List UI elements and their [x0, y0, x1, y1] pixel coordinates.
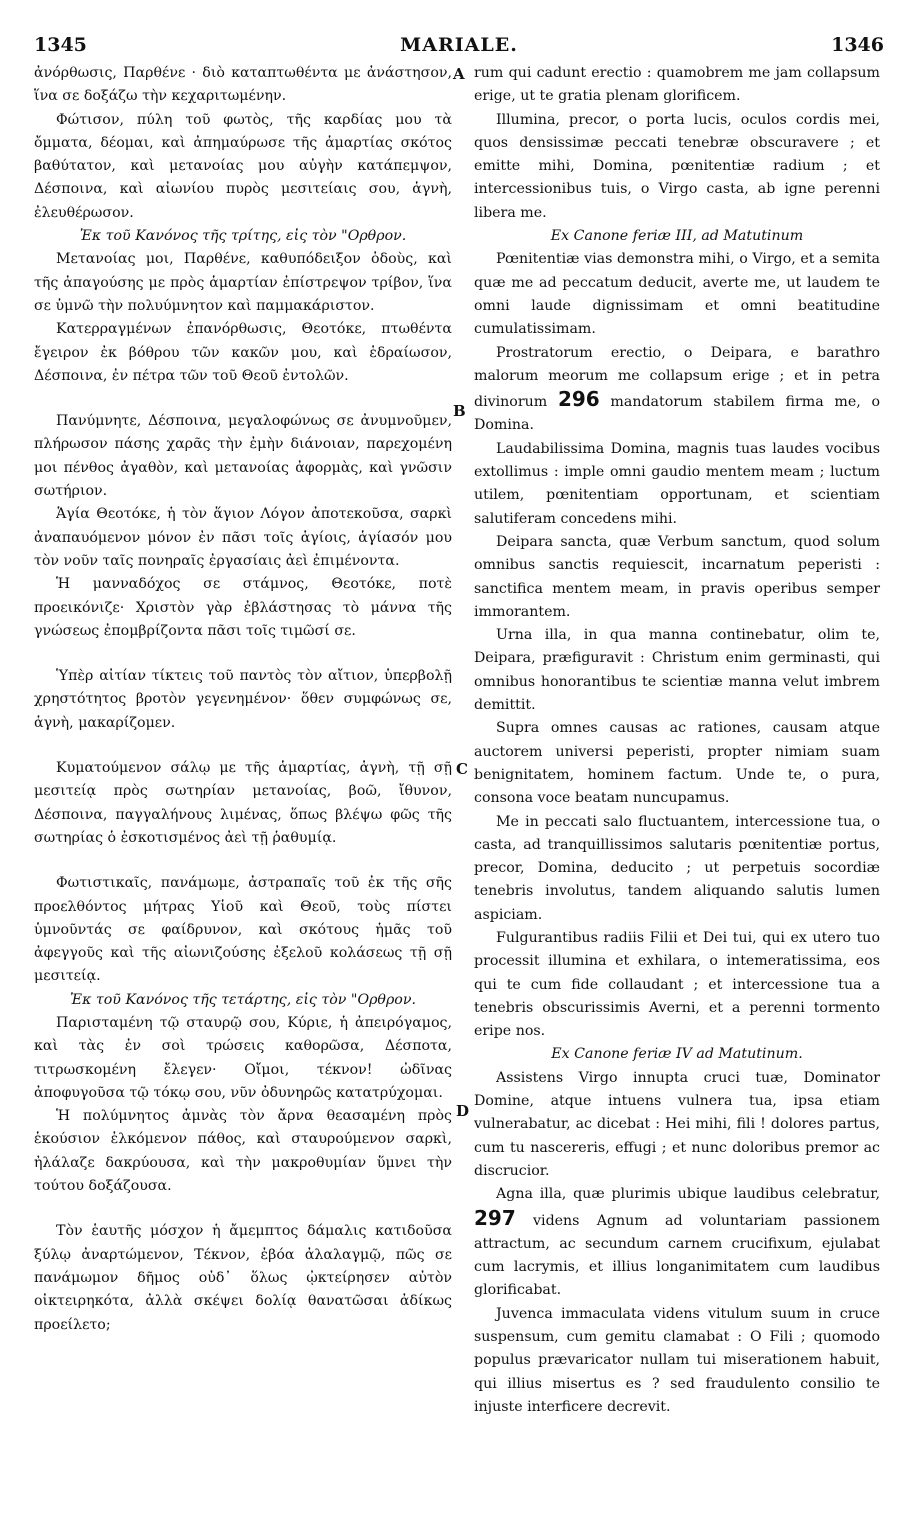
greek-paragraph: Πανύμνητε, Δέσποινα, μεγαλοφώνως σε ἀνυμνοῦμεν, πλήρωσον πάσης χαρᾶς τὴν ἐμὴν διάνοιαν, παρεχομένη μοι πένθος ἀγαθὸν, καὶ μετανοίας ἀφορμὰς, καὶ γνῶσιν σωτήριον. — [34, 413, 452, 500]
greek-section-heading: Ἐκ τοῦ Κανόνος τῆς τρίτης, εἰς τὸν "Ορθρον. — [79, 228, 407, 245]
latin-paragraph: Supra omnes causas ac rationes, causam atque auctorem universi peperisti, propter nimiam suam benignitatem, hominem factum. Unde te, o pura, consona voce beatam nuncupamus. — [474, 720, 880, 807]
running-title: MARIALE. — [400, 34, 518, 56]
latin-section-heading: Ex Canone feriæ III, ad Matutinum — [550, 228, 804, 245]
column-marker-c: C — [456, 760, 468, 778]
greek-paragraph: Φώτισον, πύλη τοῦ φωτὸς, τῆς καρδίας μου τὰ ὄμματα, δέομαι, καὶ ἀπημαύρωσε τῆς ἁμαρτίας σκότος βαθύτατον, καὶ μετανοίας μου αὐγὴν κατάπεμψον, Δέσποινα, καὶ αἰωνίου πυρὸς μεσιτείαις σου, ἁγνὴ, ἐλευθέρωσον. — [34, 111, 452, 221]
greek-paragraph: ἀνόρθωσις, Παρθένε · διὸ καταπτωθέντα με ἀνάστησον, ἵνα σε δοξάζω τὴν κεχαριτωμένην. — [34, 65, 452, 105]
greek-paragraph: Ὑπὲρ αἰτίαν τίκτεις τοῦ παντὸς τὸν αἴτιον, ὑπερβολῇ χρηστότητος βροτὸν γεγενημένον· ὅθεν συμφώνως σε, ἁγνὴ, μακαρίζομεν. — [34, 668, 452, 731]
greek-paragraph: Μετανοίας μοι, Παρθένε, καθυπόδειξον ὁδοὺς, καὶ τῆς ἀπαγούσης με πρὸς ἁμαρτίαν ἐπίστρεψον τρίβον, ἵνα σε ὑμνῶ τὴν πολυύμνητον καὶ παμμακάριστον. — [34, 251, 452, 314]
latin-paragraph: Assistens Virgo innupta cruci tuæ, Dominator Domine, atque intuens vulnera tua, ipsa etiam vulnerabatur, ac dicebat : Hei mihi, fili ! dolores partus, cum tu nascereris, effugi ; et nunc doloribus premor ac discrucior. — [474, 1069, 880, 1179]
greek-paragraph: Παρισταμένη τῷ σταυρῷ σου, Κύριε, ἡ ἀπειρόγαμος, καὶ τὰς ἐν σοὶ τρώσεις καθορῶσα, Δέσποτα, τιτρωσκομένη ἔλεγεν· Οἴμοι, τέκνον! ὠδῖνας ἀποφυγοῦσα τῷ τόκῳ σου, νῦν ὀδυνηρῶς κατατρύχομαι. — [34, 1014, 452, 1101]
latin-paragraph: Me in peccati salo fluctuantem, intercessione tua, o casta, ad tranquillissimos salutaris pœnitentiæ portus, precor, Domina, deducito ; ut perpetuis socordiæ tenebris involutus, tandem aliquando salutis lumen aspiciam. — [474, 813, 880, 923]
page-reference-number: 297 — [474, 1205, 516, 1230]
latin-text: mandatorum stabilem firma me, o Domina. — [474, 394, 880, 434]
latin-paragraph: Juvenca immaculata videns vitulum suum in cruce suspensum, cum gemitu clamabat : O Fili ; quomodo populus prævaricator nullam tui miserationem habuit, qui illius misertus es ? sed fraudulento consilio te injuste interficere decrevit. — [474, 1305, 880, 1415]
column-marker-b: B — [453, 402, 466, 420]
latin-text: Prostratorum erectio, o Deipara, e barathro malorum meorum me collapsum erige ; et in petra divinorum — [474, 344, 880, 411]
latin-paragraph: Deipara sancta, quæ Verbum sanctum, quod solum omnibus sanctis requiescit, incarnatum peperisti : sanctifica mentem meam, in pravis operibus semper immorantem. — [474, 533, 880, 620]
latin-paragraph: Illumina, precor, o porta lucis, oculos cordis mei, quos densissimæ peccati tenebræ obscuravere ; et emitte mihi, Domina, pœnitentiæ radium ; et intercessionibus tuis, o Virgo casta, ab igne perenni libera me. — [474, 111, 880, 221]
greek-paragraph: Κυματούμενον σάλῳ με τῆς ἁμαρτίας, ἁγνὴ, τῇ σῇ μεσιτείᾳ πρὸς σωτηρίαν μετανοίας, βοῶ, ἴθυνον, Δέσποινα, παγγαλήνους λιμένας, ὅπως βλέψω φῶς τῆς σωτηρίας ὁ ἐσκοτισμένος ἀεὶ τῇ ῥαθυμίᾳ. — [34, 760, 452, 846]
latin-paragraph: Laudabilissima Domina, magnis tuas laudes vocibus extollimus : imple omni gaudio mentem meam ; luctum utilem, pœnitentiam opportunam, et scientiam salutiferam concedens mihi. — [474, 440, 880, 527]
page-header — [34, 34, 884, 60]
column-marker-d: D — [456, 1102, 470, 1120]
latin-paragraph — [474, 1183, 880, 1302]
left-page-number: 1345 — [34, 34, 87, 56]
greek-paragraph: Φωτιστικαῖς, πανάμωμε, ἀστραπαῖς τοῦ ἐκ τῆς σῆς προελθόντος μήτρας Υἱοῦ καὶ Θεοῦ, τοὺς πίστει ὑμνοῦντάς σε φαίδρυνον, καὶ σκότους ἡμᾶς τοῦ ἀφεγγοῦς καὶ τῆς αἰωνιζούσης ἐξελοῦ κολάσεως τῇ σῇ μεσιτείᾳ. — [34, 875, 452, 985]
greek-paragraph: Ἡ πολύμνητος ἀμνὰς τὸν ἄρνα θεασαμένη πρὸς ἑκούσιον ἑλκόμενον πάθος, καὶ σταυρούμενον σαρκὶ, ἠλάλαζε δακρύουσα, καὶ τὴν μακροθυμίαν ὕμνει τὴν τούτου δοξάζουσα. — [34, 1108, 452, 1195]
column-marker-a: A — [453, 65, 465, 83]
greek-paragraph: Τὸν ἑαυτῆς μόσχον ἡ ἄμεμπτος δάμαλις κατιδοῦσα ξύλῳ ἀναρτώμενον, Τέκνον, ἐβόα ἀλαλαγμῷ, πῶς σε πανάμωμον δῆμος οὐδ᾽ ὅλως ᾠκτείρησεν αὐτὸν οἰκτειρηκότα, ἀλλὰ σκέψει δολίᾳ θανατῶσαι ἀδίκως προείλετο; — [34, 1223, 452, 1333]
latin-paragraph: Urna illa, in qua manna continebatur, olim te, Deipara, præfiguravit : Christum enim germinasti, qui omnibus honorantibus te scientiæ manna velut imbrem demittit. — [474, 627, 880, 714]
latin-text: videns Agnum ad voluntariam passionem attractum, ac secundum carnem crucifixum, ejulabat cum lacrymis, et illius longanimitatem cum laudibus glorificabat. — [474, 1212, 881, 1299]
greek-section-heading: Ἐκ τοῦ Κανόνος τῆς τετάρτης, εἰς τὸν "Ορθρον. — [70, 991, 416, 1008]
latin-paragraph — [474, 342, 880, 438]
latin-paragraph: Fulgurantibus radiis Filii et Dei tui, qui ex utero tuo processit illumina et exhilara, o intemeratissima, eos qui te cum fide collaudant ; et intercessione tua a tenebris obscurissimis Averni, et a perenni tormento eripe nos. — [474, 929, 880, 1040]
greek-column — [34, 62, 452, 1337]
greek-paragraph: Ἡ μανναδόχος σε στάμνος, Θεοτόκε, ποτὲ προεικόνιζε· Χριστὸν γὰρ ἐβλάστησας τὸ μάννα τῆς γνώσεως ἐπομβρίζοντα πᾶσι τοῖς τιμῶσί σε. — [34, 576, 452, 639]
latin-paragraph: Pœnitentiæ vias demonstra mihi, o Virgo, et a semita quæ me ad peccatum deducit, averte me, ut laudem te omni laude dignissimam et omni beatitudine cumulatissimam. — [474, 251, 880, 338]
latin-section-heading: Ex Canone feriæ IV ad Matutinum. — [551, 1046, 803, 1063]
latin-paragraph: rum qui cadunt erectio : quamobrem me jam collapsum erige, ut te gratia plenam glorificem. — [474, 65, 880, 105]
greek-paragraph: Ἁγία Θεοτόκε, ἡ τὸν ἅγιον Λόγον ἀποτεκοῦσα, σαρκὶ ἀναπαυόμενον μόνον ἐν πᾶσι τοῖς ἁγίοις, ἁγίασόν μου τὸν νοῦν ταῖς πονηραῖς ἐργασίαις ἀεὶ ἐπιμένοντα. — [34, 506, 452, 569]
right-page-number: 1346 — [831, 34, 884, 56]
page-reference-number: 296 — [557, 387, 600, 412]
greek-paragraph: Κατερραγμένων ἐπανόρθωσις, Θεοτόκε, πτωθέντα ἔγειρον ἐκ βόθρου τῶν κακῶν μου, καὶ ἑδραίωσον, Δέσποινα, ἐν πέτρα τῶν τοῦ Θεοῦ ἐντολῶν. — [34, 321, 452, 384]
latin-column — [474, 62, 880, 1419]
latin-text: Agna illa, quæ plurimis ubique laudibus celebratur, — [496, 1186, 880, 1203]
